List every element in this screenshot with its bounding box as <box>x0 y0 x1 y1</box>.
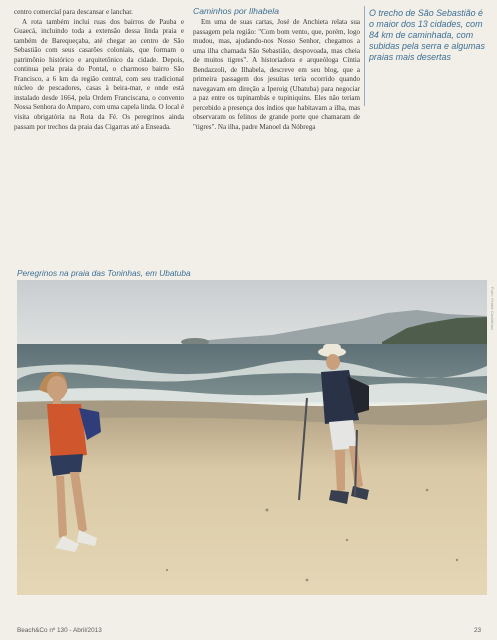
left-text-column <box>14 8 184 132</box>
photo-credit: Foto: Frank Castellaci <box>490 287 495 331</box>
sand <box>17 417 487 595</box>
section-subheading: Caminhos por Ilhabela <box>193 6 279 16</box>
paragraph: A rota também inclui ruas dos bairros de Pauba e Guaecá, incluindo toda a extensão dessa linda praia e também de Barequeçaba, até chegar ao centro de São Sebastião com seus casarões coloniais, que formam o patrimônio histórico e arquitetônico da cidade. Depois, continua pela praia do Pontal, o charmoso bairro São Francisco, a 6 km da região central, com seu tradicional núcleo de pescadores, casas à beira-mar, e onde está instalado desde 1664, pela Ordem Franciscana, o convento Nossa Senhora do Amparo, com uma capela linda. O local é visita obrigatória na Rota da Fé. Os peregrinos ainda passam por trechos da praia das Cigarras até a Enseada. <box>14 17 184 131</box>
paragraph: centro comercial para descansar e lanchar. <box>14 8 133 16</box>
pull-quote-divider <box>364 6 365 106</box>
paragraph: Em uma de suas cartas, José de Anchieta relata sua passagem pela região: "Com bom vento, que, porém, logo mudou, mas, ajudando-nos Nosso Senhor, chegamos a uma ilha chamada São Sebastião, despovoada, mas cheia de muitos tigres". A historiadora e arqueóloga Cíntia Bendazzoli, de Ilhabela, descreve em seu blog, que a primeira passagem dos jesuítas teria ocorrido quando navegavam em direção a Iperoig (Ubatuba) para negociar a paz entre os tupinambás e tupiniquins. Eles não teriam percebido a presença dos índios que habitavam a ilha, mas observaram os felinos de grande porte que chamaram de "tigres". Na ilha, padre Manoel da Nóbrega <box>193 18 360 132</box>
page-number: 23 <box>474 627 482 634</box>
publication-footer: Beach&Co nº 130 - Abril/2013 <box>17 627 102 634</box>
middle-text-column <box>193 6 360 133</box>
pull-quote: O trecho de São Sebastião é o maior dos 13 cidades, com 84 km de caminhada, com subidas pela serra e algumas praias mais desertas <box>369 8 485 63</box>
beach-photo <box>17 280 487 595</box>
photo-caption: Peregrinos na praia das Toninhas, em Ubatuba <box>17 268 191 278</box>
